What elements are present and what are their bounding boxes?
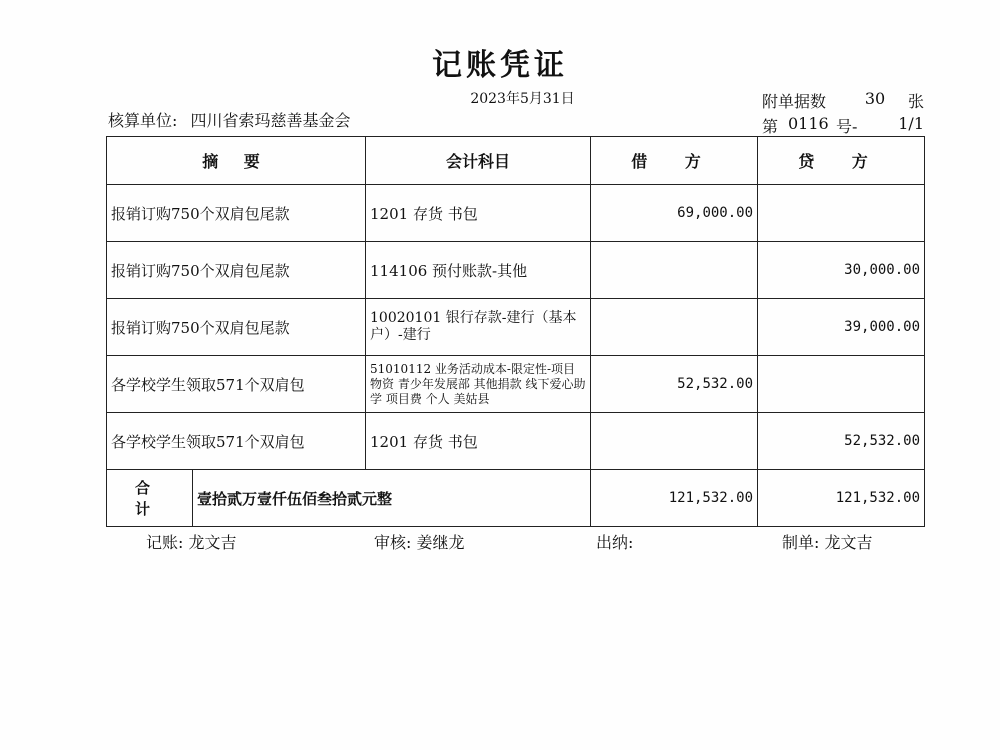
- total-amount-chinese: 壹拾贰万壹仟伍佰叁拾贰元整: [193, 470, 591, 527]
- row-debit: 52,532.00: [591, 356, 758, 413]
- attachment-suffix: 张: [907, 92, 924, 111]
- attachment-count: [762, 89, 924, 112]
- row-credit: 52,532.00: [758, 413, 925, 470]
- row-credit: [758, 356, 925, 413]
- voucher-prefix: 第: [762, 117, 779, 136]
- voucher-no: 0116: [788, 114, 829, 133]
- row-account: 1201 存货 书包: [366, 413, 591, 470]
- table-row: [107, 299, 925, 356]
- row-account: 51010112 业务活动成本-限定性-项目物资 青少年发展部 其他捐款 线下爱心助学 项目费 个人 美姑县: [366, 356, 591, 413]
- cashier: 出纳:: [596, 533, 634, 552]
- total-debit: 121,532.00: [591, 470, 758, 527]
- row-summary: 报销订购750个双肩包尾款: [107, 299, 366, 356]
- table-row: [107, 356, 925, 413]
- row-debit: [591, 413, 758, 470]
- attachment-label: 附单据数: [762, 92, 827, 111]
- attachment-number: 30: [864, 89, 886, 108]
- voucher-page: 1/1: [898, 114, 924, 133]
- row-summary: 报销订购750个双肩包尾款: [107, 185, 366, 242]
- header-debit: 借 方: [591, 137, 758, 185]
- table-row: [107, 242, 925, 299]
- row-account: 10020101 银行存款-建行（基本户）-建行: [366, 299, 591, 356]
- accounting-unit-label: 核算单位:: [108, 111, 178, 130]
- header-account: 会计科目: [366, 137, 591, 185]
- voucher-table: [106, 136, 925, 527]
- row-summary: 各学校学生领取571个双肩包: [107, 413, 366, 470]
- reviewer: 审核: 姜继龙: [374, 533, 465, 552]
- accounting-unit: [108, 108, 351, 131]
- header-row: [107, 137, 925, 185]
- header-credit: 贷 方: [758, 137, 925, 185]
- row-credit: 30,000.00: [758, 242, 925, 299]
- row-debit: 69,000.00: [591, 185, 758, 242]
- table-row: [107, 185, 925, 242]
- row-credit: [758, 185, 925, 242]
- total-label: 合 计: [107, 470, 193, 527]
- document-title: 记账凭证: [432, 48, 568, 83]
- table-row: [107, 413, 925, 470]
- total-row: [107, 470, 925, 527]
- accounting-unit-name: 四川省索玛慈善基金会: [190, 111, 351, 130]
- row-credit: 39,000.00: [758, 299, 925, 356]
- voucher-mid: 号-: [836, 117, 858, 136]
- row-account: 114106 预付账款-其他: [366, 242, 591, 299]
- row-summary: 各学校学生领取571个双肩包: [107, 356, 366, 413]
- row-summary: 报销订购750个双肩包尾款: [107, 242, 366, 299]
- row-account: 1201 存货 书包: [366, 185, 591, 242]
- total-credit: 121,532.00: [758, 470, 925, 527]
- preparer: 制单: 龙文吉: [782, 533, 873, 552]
- row-debit: [591, 242, 758, 299]
- header-summary: 摘 要: [107, 137, 366, 185]
- voucher-number: [762, 114, 924, 137]
- voucher-date: 2023年5月31日: [470, 91, 575, 107]
- bookkeeper: 记账: 龙文吉: [146, 533, 237, 552]
- row-debit: [591, 299, 758, 356]
